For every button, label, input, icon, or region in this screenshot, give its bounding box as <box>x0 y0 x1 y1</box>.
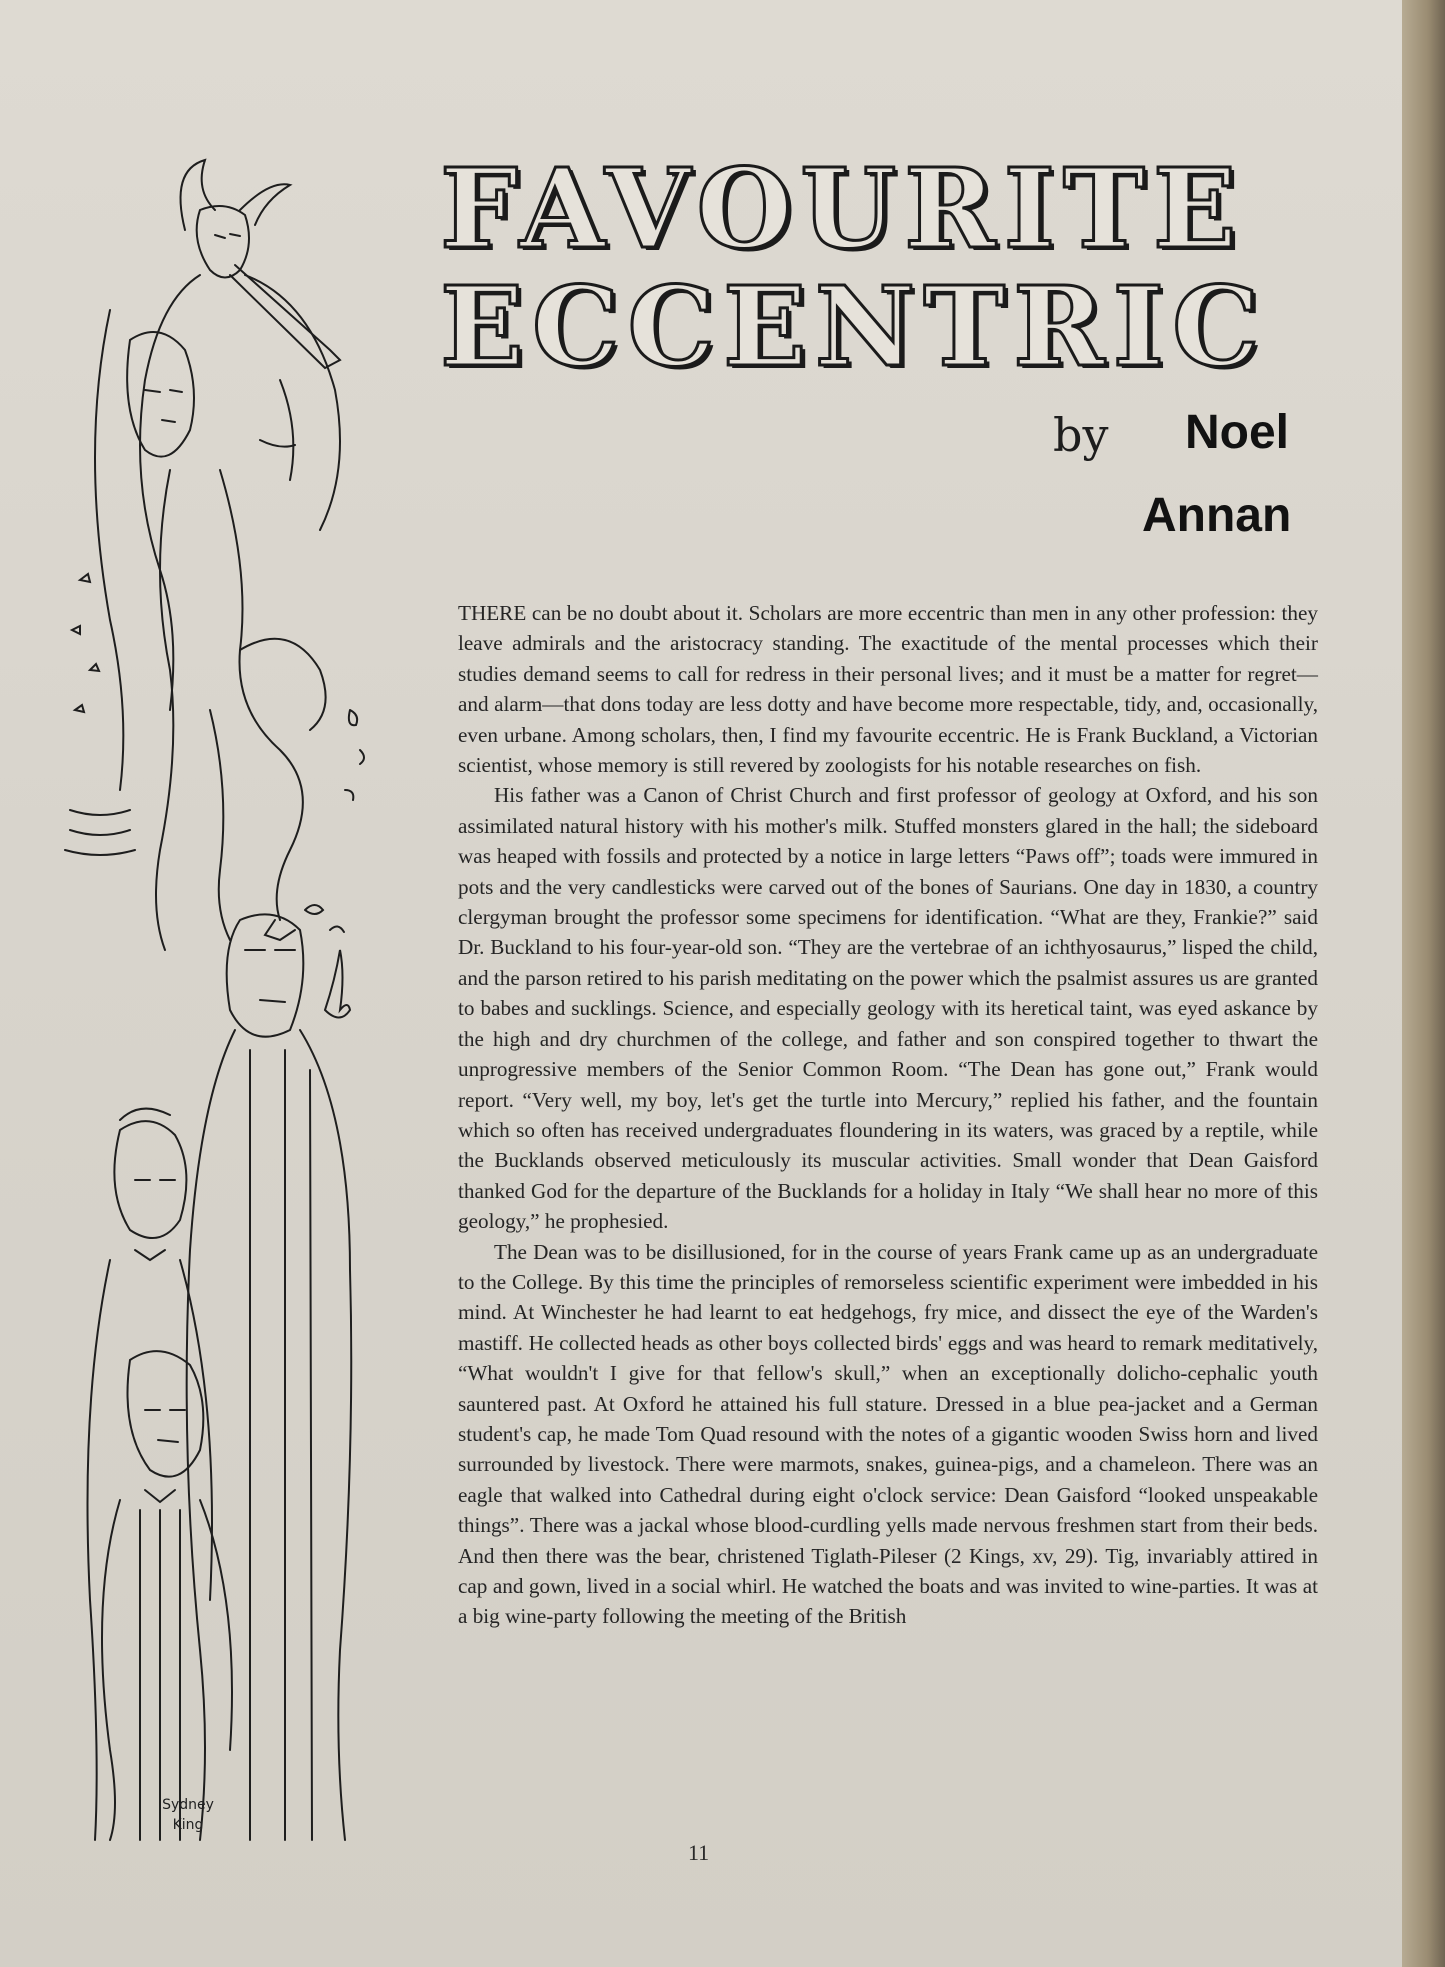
author-last-name: Annan <box>1142 489 1292 542</box>
article-title <box>440 144 1268 391</box>
page-number: 11 <box>688 1840 710 1865</box>
signature-first-name: Sydney <box>162 1797 214 1813</box>
body-paragraph-2: His father was a Canon of Christ Church and first professor of geology at Oxford, and his son assimilated natural history with his mother's milk. Stuffed monsters glared in the hall; the sideboard was heaped with fossils and protected by a notice in large letters “Paws off”; toads were immured in pots and the very candlesticks were carved out of the bones of Saurians. One day in 1830, a country clergyman brought the professor some specimens for identification. “What are they, Frankie?” said Dr. Buckland to his four-year-old son. “They are the vertebrae of an ichthyosaurus,” lisped the child, and the parson retired to his parish meditating on the power which the psalmist assures us are granted to babes and sucklings. Science, and especially geology with its heretical taint, was eyed askance by the high and dry churchmen of the college, and father and son conspired together to thwart the unprogressive members of the Senior Common Room. “The Dean has gone out,” Frank would report. “Very well, my boy, let's get the turtle into Mercury,” replied his father, and the fountain which so often has received undergraduates floundering in its waters, was graced by a reptile, while the Bucklands observed meticulously its muscular activities. Small wonder that Dean Gaisford thanked God for the departure of the Bucklands for a holiday in Italy “We shall hear no more of this geology,” he prophesied. <box>458 783 1318 1234</box>
body-paragraph-3: The Dean was to be disillusioned, for in the course of years Frank came up as an undergraduate to the College. By this time the principles of remorseless scientific experiment were imbedded in his mind. At Winchester he had learnt to eat hedgehogs, fry mice, and dissect the eye of the Warden's mastiff. He collected heads as other boys collected birds' eggs and was heard to remark meditatively, “What wouldn't I give for that fellow's skull,” when an exceptionally dolicho-cephalic youth sauntered past. At Oxford he attained his full stature. Dressed in a blue pea-jacket and a German student's cap, he made Tom Quad resound with the notes of a gigantic wooden Swiss horn and lived surrounded by livestock. There were marmots, snakes, guinea-pigs, and a chameleon. There was an eagle that walked into Cathedral during eight o'clock service: Dean Gaisford “looked unspeakable things”. There was a jackal whose blood-curdling yells made nervous freshmen start from their beds. And then there was the bear, christened Tiglath-Pileser (2 Kings, xv, 29). Tig, invariably attired in cap and gown, lived in a social whirl. He watched the boats and was invited to wine-parties. It was at a big wine-party following the meeting of the British <box>458 1239 1318 1629</box>
title-line-1: FAVOURITE <box>440 144 1245 273</box>
signature-last-name: King <box>172 1817 204 1833</box>
page-edge-background <box>1402 0 1445 1967</box>
artist-signature <box>138 1795 238 1835</box>
article-body <box>458 598 1318 1632</box>
byline-prefix: by <box>1053 408 1109 462</box>
pen-drawing-illustration <box>50 150 390 1850</box>
author-first-name: Noel <box>1185 406 1290 459</box>
body-paragraph-1: THERE can be no doubt about it. Scholars are more eccentric than men in any other profession: they leave admirals and the aristocracy standing. The exactitude of the mental processes which their studies demand seems to call for redress in their personal lives; and it must be a matter for regret—and alarm—that dons today are less dotty and have become more respectable, tidy, and, occasionally, even urbane. Among scholars, then, I find my favourite eccentric. He is Frank Buckland, a Victorian scientist, whose memory is still revered by zoologists for his notable researches on fish. <box>458 601 1318 778</box>
title-line-2: ECCENTRIC <box>440 262 1268 391</box>
